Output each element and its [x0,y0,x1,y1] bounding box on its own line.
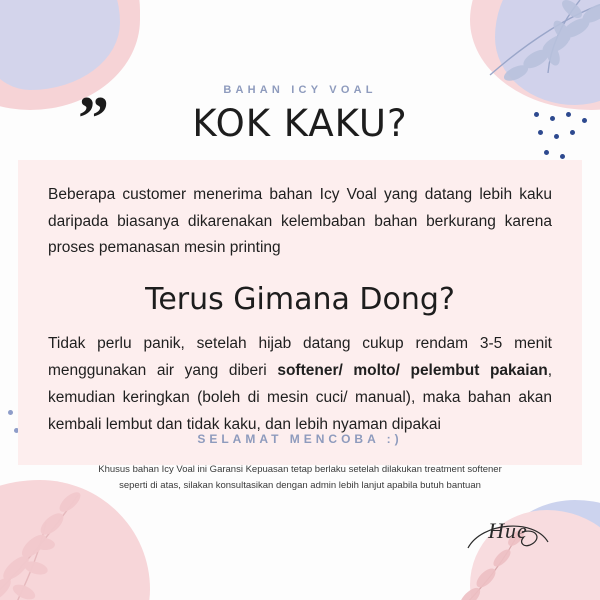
brand-logo [462,504,554,566]
fineprint-line-2: seperti di atas, silakan konsultasikan dengan admin lebih lanjut apabila butuh bantuan [119,480,481,492]
logo-text: Hue [488,518,528,543]
sub-headline: Terus Gimana Dong? [145,281,455,317]
paragraph-two [48,331,552,439]
closing-text: SELAMAT MENCOBA :) [197,432,403,446]
paragraph-two-part1: Tidak perlu panik, setelah hijab datang cukup rendam 3-5 menit menggunakan air yang diberi [48,334,552,379]
fineprint-line-1: Khusus bahan Icy Voal ini Garansi Kepuasan tetap berlaku setelah dilakukan treatment softener [98,464,502,475]
page-title: KOK KAKU? [192,102,408,145]
paragraph-two-part2: , kemudian keringkan (boleh di mesin cuci/ manual), maka bahan akan kembali lembut dan tidak kaku, dan lebih nyaman dipakai [48,361,552,433]
fineprint [60,462,540,494]
quote-mark-icon: ” [78,85,109,153]
eyebrow-text: BAHAN ICY VOAL [223,84,377,96]
info-panel [18,160,582,465]
paragraph-two-emphasis: softener/ molto/ pelembut pakaian [277,361,548,379]
paragraph-one: Beberapa customer menerima bahan Icy Voal yang datang lebih kaku daripada biasanya dikarenakan kelembaban bahan berkurang karena proses pemanasan mesin printing [48,186,552,257]
